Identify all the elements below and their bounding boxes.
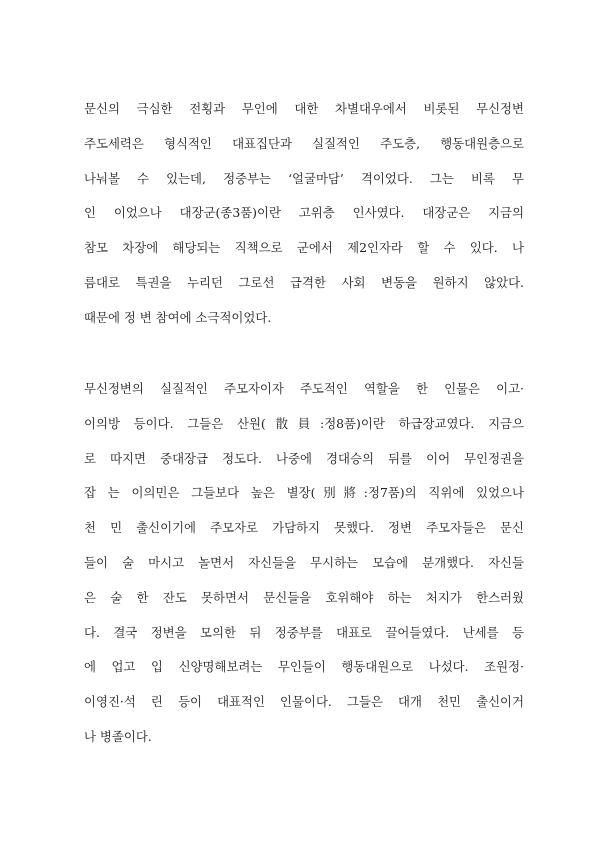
paragraph-1-line-3: 나눠볼 수 있는데, 정중부는 ‘얼굴마담’ 격이었다. 그는 비록 무 <box>84 170 524 186</box>
paragraph-2-line-9: 에 업고 입 신양명해보려는 무인들이 행동대원으로 나섰다. 조원정· <box>84 659 524 675</box>
paragraph-2-line-2: 이의방 등이다. 그들은 산원(散員:정8품)이란 하급장교였다. 지금으 <box>84 415 524 431</box>
paragraph-2-line-3: 로 따지면 중대장급 정도다. 나중에 경대승의 뒤를 이어 무인정권을 <box>84 450 524 466</box>
paragraph-2 <box>84 372 524 755</box>
paragraph-2-line-4: 잡 는 이의민은 그들보다 높은 별장(別將:정7품)의 직위에 있었으나 <box>84 485 524 501</box>
paragraph-2-line-5: 천 민 출신이기에 주모자로 가담하지 못했다. 정변 주모자들은 문신 <box>84 520 524 536</box>
paragraph-2-line-10: 이영진·석 린 등이 대표적인 인물이다. 그들은 대개 천민 출신이거 <box>84 694 524 710</box>
paragraph-1-line-4: 인 이었으나 대장군(종3품)이란 고위층 인사였다. 대장군은 지금의 <box>84 205 524 221</box>
paragraph-2-line-11: 나 병졸이다. <box>84 728 152 744</box>
paragraph-2-line-8: 다. 결국 정변을 모의한 뒤 정중부를 대표로 끌어들였다. 난세를 등 <box>84 624 524 640</box>
paragraph-1-line-5: 참모 차장에 해당되는 직책으로 군에서 제2인자라 할 수 있다. 나 <box>84 240 524 256</box>
paragraph-1-line-6: 름대로 특권을 누리던 그로선 급격한 사회 변동을 원하지 않았다. <box>84 274 524 290</box>
paragraph-1-line-7: 때문에 정 변 참여에 소극적이었다. <box>84 309 272 325</box>
paragraph-1-line-1: 문신의 극심한 전횡과 무인에 대한 차별대우에서 비롯된 무신정변 <box>84 101 524 116</box>
paragraph-2-line-7: 은 술 한 잔도 못하면서 문신들을 호위해야 하는 처지가 한스러웠 <box>84 589 524 605</box>
paragraph-1-line-2: 주도세력은 형식적인 대표집단과 실질적인 주도층, 행동대원층으로 <box>84 135 524 151</box>
paragraph-2-line-1: 무신정변의 실질적인 주모자이자 주도적인 역할을 한 인물은 이고· <box>84 381 524 396</box>
paragraph-2-line-6: 들이 술 마시고 놀면서 자신들을 무시하는 모습에 분개했다. 자신들 <box>84 554 524 570</box>
paragraph-1 <box>84 92 524 336</box>
